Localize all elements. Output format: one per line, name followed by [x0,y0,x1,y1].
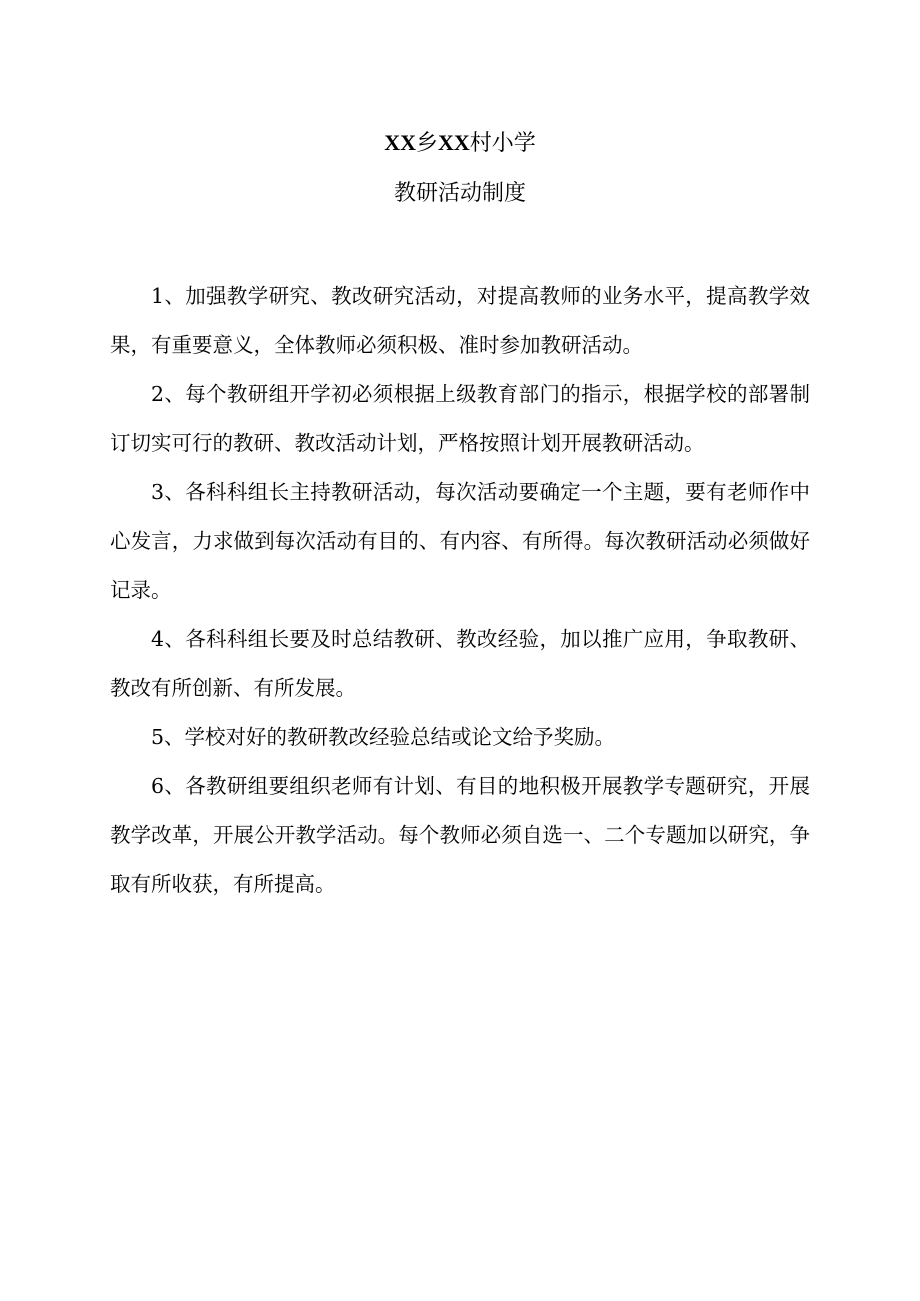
document-body [110,272,810,909]
title-village-code: XX [384,130,416,155]
document-title [0,128,920,159]
rule-paragraph-5: 5、学校对好的教研教改经验总结或论文给予奖励。 [151,725,616,749]
document-subtitle: 教研活动制度 [393,181,526,206]
title-township-code: XX [438,130,470,155]
rule-paragraph-2: 2、每个教研组开学初必须根据上级教育部门的指示，根据学校的部署制订切实可行的教研、教改活动计划，严格按照计划开展教研活动。 [110,382,810,455]
rule-paragraph-4: 4、各科科组长要及时总结教研、教改经验，加以推广应用，争取教研、教改有所创新、有所发展。 [110,627,810,700]
rule-paragraph-6: 6、各教研组要组织老师有计划、有目的地积极开展教学专题研究，开展教学改革，开展公开教学活动。每个教师必须自选一、二个专题加以研究，争取有所收获，有所提高。 [110,774,810,896]
rule-paragraph-1: 1、加强教学研究、教改研究活动，对提高教师的业务水平，提高教学效果，有重要意义，全体教师必须积极、准时参加教研活动。 [110,284,810,357]
title-township: 乡 [415,131,438,156]
title-school: 村小学 [469,131,536,156]
rule-paragraph-3: 3、各科科组长主持教研活动，每次活动要确定一个主题，要有老师作中心发言，力求做到每次活动有目的、有内容、有所得。每次教研活动必须做好记录。 [110,480,810,602]
